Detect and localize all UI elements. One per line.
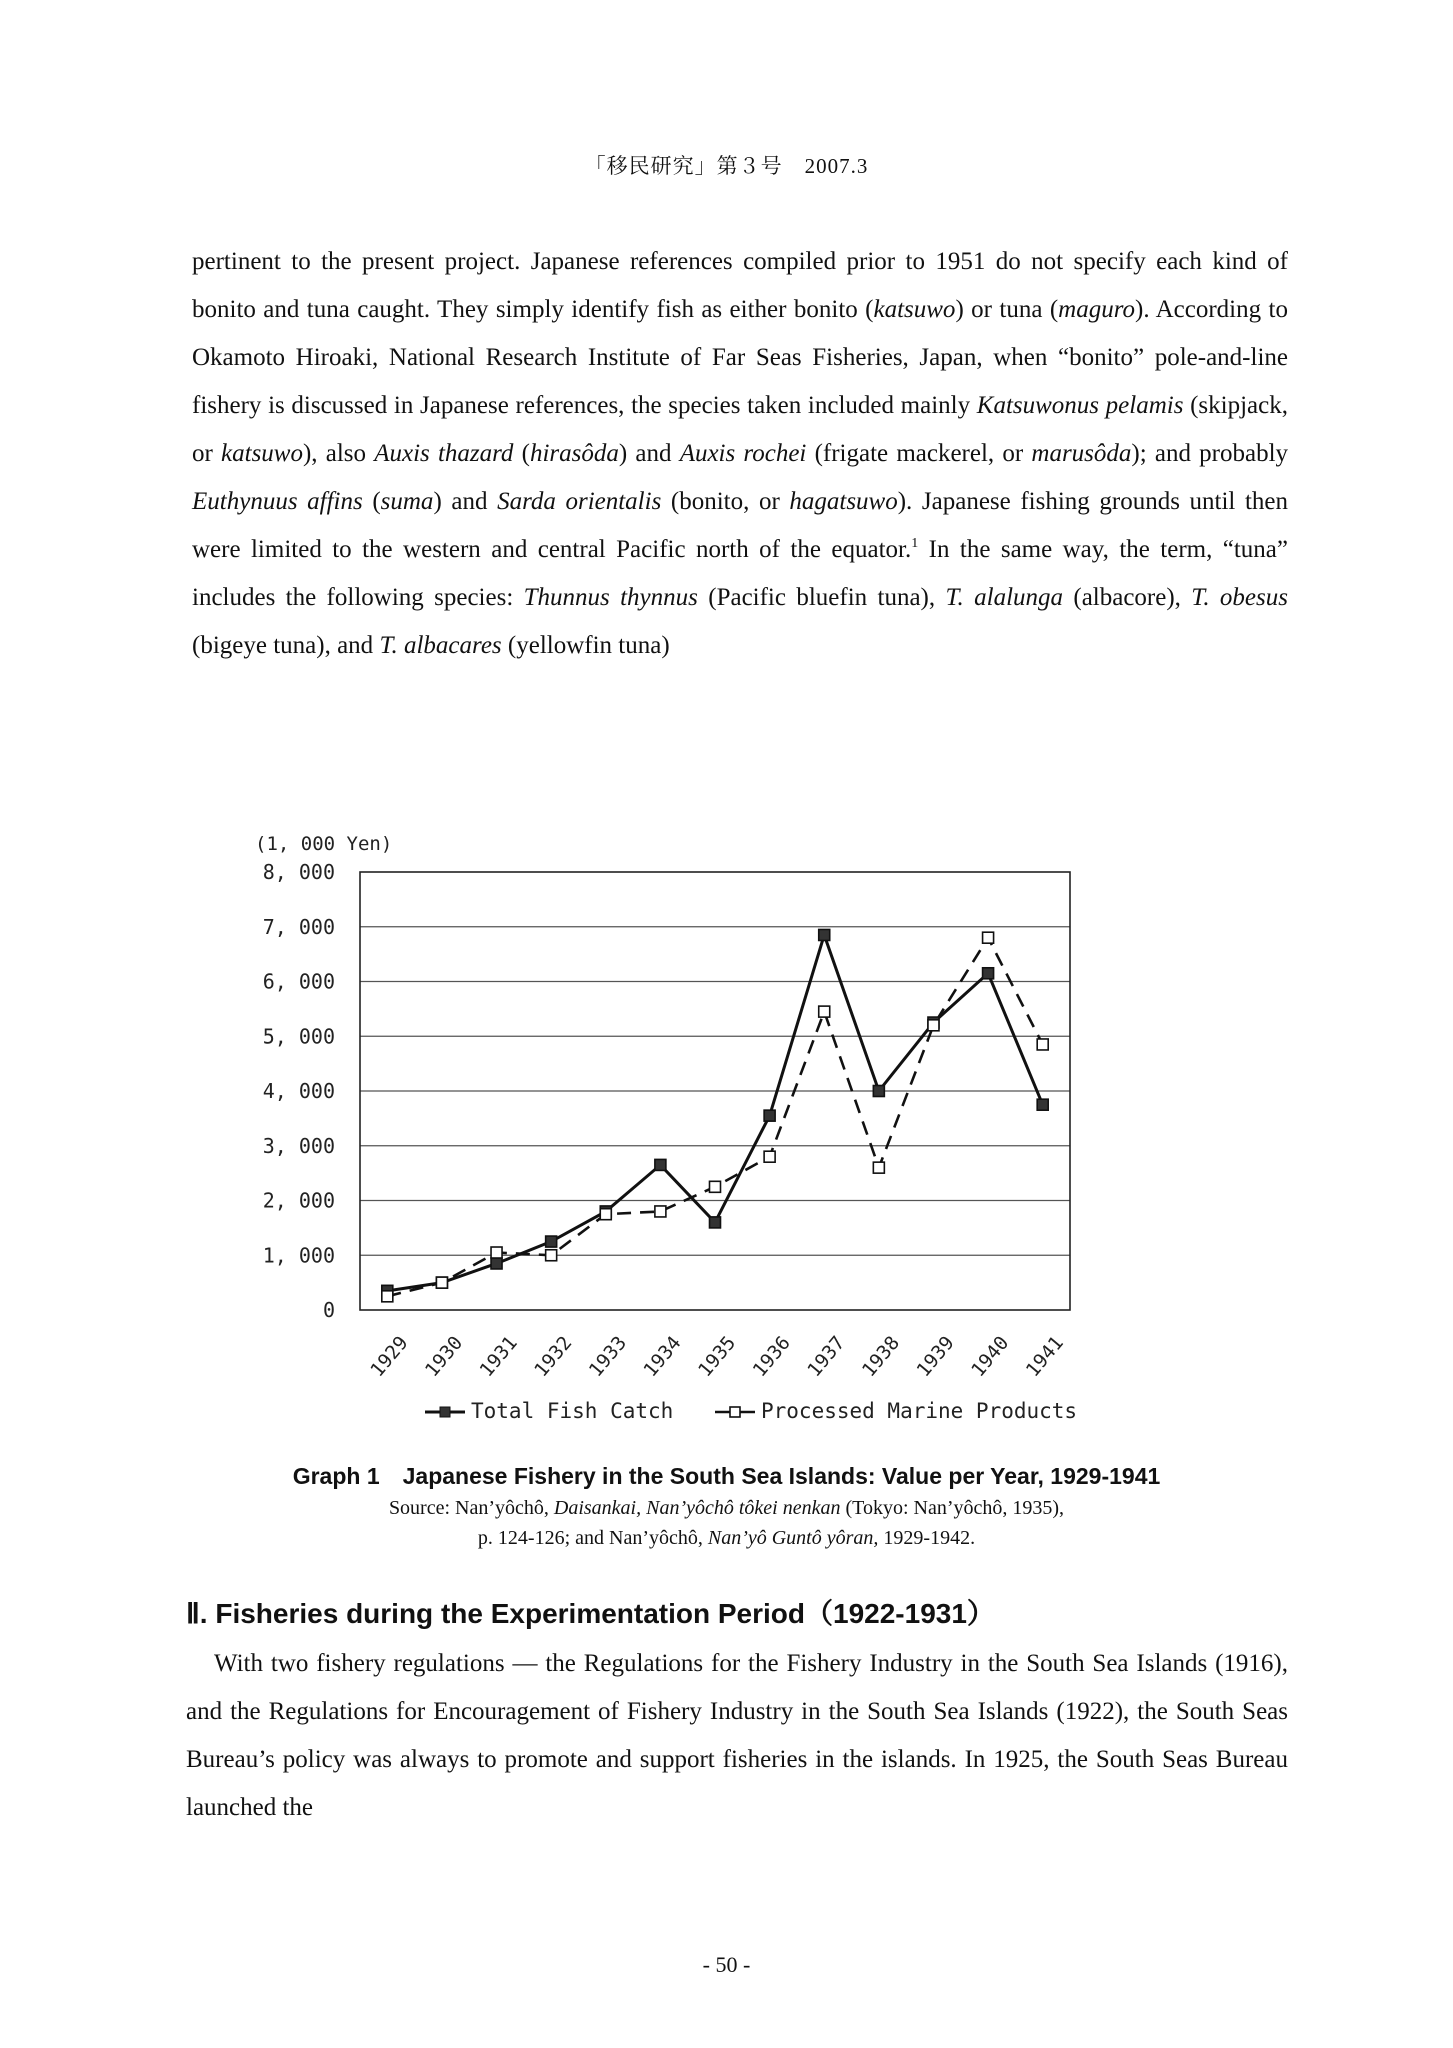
text-run: ); and probably	[1131, 440, 1289, 467]
text-run: ) or tuna (	[955, 296, 1059, 323]
text-run: (	[513, 440, 530, 467]
italic-term: Nan’yô Guntô yôran,	[707, 1527, 879, 1549]
data-point-total-fish-catch	[710, 1217, 721, 1228]
x-tick-label: 1932	[530, 1332, 577, 1382]
italic-term: katsuwo	[221, 440, 303, 467]
text-run: (frigate mackerel, or	[806, 440, 1032, 467]
x-tick-label: 1933	[584, 1332, 632, 1382]
italic-term: Daisankai, Nan’yôchô tôkei nenkan	[553, 1497, 841, 1519]
x-tick-label: 1940	[967, 1332, 1014, 1382]
data-point-processed-marine-products	[873, 1162, 884, 1173]
y-tick-label: 2, 000	[262, 1188, 335, 1213]
italic-term: marusôda	[1031, 440, 1132, 467]
text-run: (albacore),	[1063, 584, 1192, 611]
y-tick-label: 8, 000	[262, 860, 335, 884]
running-header: 「移民研究」第３号 2007.3	[584, 154, 869, 178]
y-tick-label: 5, 000	[262, 1024, 335, 1049]
series-line-processed-marine-products	[387, 938, 1042, 1297]
legend-marker-total-fish-catch	[440, 1407, 450, 1417]
y-axis-unit-label: (1, 000 Yen)	[255, 833, 393, 855]
y-tick-label: 7, 000	[262, 914, 335, 939]
data-point-processed-marine-products	[819, 1006, 830, 1017]
graph-caption-title: Graph 1 Japanese Fishery in the South Sea Islands: Value per Year, 1929-1941	[292, 1463, 1161, 1489]
data-point-total-fish-catch	[983, 968, 994, 979]
italic-term: hagatsuwo	[789, 488, 898, 515]
data-point-processed-marine-products	[546, 1250, 557, 1261]
x-tick-label: 1939	[912, 1332, 959, 1382]
footnote-ref: 1	[911, 536, 919, 551]
text-run: p. 124-126; and Nan’yôchô,	[477, 1527, 708, 1549]
x-tick-label: 1935	[693, 1332, 741, 1382]
body-paragraph-2	[186, 1640, 1288, 1832]
x-tick-label: 1937	[803, 1332, 850, 1382]
graph-source-line-2	[0, 1527, 1453, 1550]
text-run: 1929-1942.	[878, 1527, 976, 1549]
italic-term: Auxis rochei	[679, 440, 807, 467]
chart-svg	[240, 820, 1140, 1460]
text-run: (Tokyo: Nan’yôchô, 1935),	[840, 1497, 1065, 1519]
data-point-total-fish-catch	[819, 929, 830, 940]
data-point-total-fish-catch	[655, 1159, 666, 1170]
y-tick-label: 3, 000	[262, 1133, 335, 1158]
italic-term: T. albacares	[379, 632, 502, 659]
legend-label-processed-marine-products: Processed Marine Products	[761, 1399, 1078, 1423]
x-tick-label: 1934	[639, 1332, 686, 1382]
text-run: (Pacific bluefin tuna),	[697, 584, 946, 611]
data-point-total-fish-catch	[873, 1086, 884, 1097]
data-point-total-fish-catch	[546, 1236, 557, 1247]
text-run: ) and	[433, 488, 498, 515]
italic-term: hirasôda	[529, 440, 619, 467]
paragraph-2-text: With two fishery regulations — the Regulations for the Fishery Industry in the South Sea Islands (1916), and the Regulations for Encouragement of Fishery Industry in the South Sea Islands (1922), the South Seas Bureau’s policy was always to promote and support fisheries in the islands. In 1925, the South Seas Bureau launched the	[186, 1650, 1288, 1821]
data-point-processed-marine-products	[928, 1020, 939, 1031]
section-heading: Ⅱ. Fisheries during the Experimentation Period（1922-1931）	[186, 1598, 995, 1629]
text-run: (bigeye tuna), and	[192, 632, 380, 659]
text-run: ). Japanese fishing grounds until then were limited to the western and central Pacific north of the equator.	[192, 488, 1289, 563]
text-run: In the same way, the term, “tuna” includes the following species:	[192, 536, 1288, 611]
data-point-processed-marine-products	[436, 1277, 447, 1288]
text-run: ). According to Okamoto Hiroaki, National Research Institute of Far Seas Fisheries, Japan, when “bonito” pole-and-line fishery is discussed in Japanese references, the species taken included mainly	[192, 296, 1288, 419]
italic-term: T. alalunga	[945, 584, 1064, 611]
body-paragraph-1	[192, 238, 1288, 670]
legend-label-total-fish-catch: Total Fish Catch	[471, 1399, 674, 1423]
italic-term: Sarda orientalis	[497, 488, 662, 515]
data-point-processed-marine-products	[764, 1151, 775, 1162]
paragraph-1-text	[192, 238, 1288, 670]
italic-term: suma	[380, 488, 434, 515]
text-run: (bonito, or	[661, 488, 790, 515]
fishery-value-chart	[240, 820, 1140, 1460]
data-point-processed-marine-products	[710, 1181, 721, 1192]
data-point-total-fish-catch	[491, 1258, 502, 1269]
italic-term: katsuwo	[873, 296, 956, 323]
text-run: Source: Nan’yôchô,	[388, 1497, 554, 1519]
text-run: (skipjack, or	[192, 392, 1288, 467]
data-point-processed-marine-products	[1037, 1039, 1048, 1050]
italic-term: T. obesus	[1191, 584, 1288, 611]
x-tick-label: 1936	[748, 1332, 795, 1382]
y-tick-label: 6, 000	[262, 969, 335, 994]
italic-term: Auxis thazard	[374, 440, 514, 467]
text-run: ) and	[618, 440, 680, 467]
data-point-processed-marine-products	[600, 1209, 611, 1220]
text-run: ), also	[302, 440, 375, 467]
text-run: pertinent to the present project. Japanese references compiled prior to 1951 do not specify each kind of bonito and tuna caught. They simply identify fish as either bonito (	[192, 248, 1288, 323]
x-tick-label: 1929	[366, 1332, 413, 1382]
italic-term: Thunnus thynnus	[523, 584, 698, 611]
data-point-processed-marine-products	[491, 1247, 502, 1258]
italic-term: Euthynuus affins	[192, 488, 363, 515]
x-tick-label: 1931	[475, 1332, 522, 1382]
text-run: (yellowfin tuna)	[501, 632, 670, 659]
series-line-total-fish-catch	[387, 935, 1042, 1291]
y-tick-label: 0	[322, 1298, 335, 1322]
x-tick-label: 1941	[1021, 1332, 1068, 1382]
data-point-processed-marine-products	[655, 1206, 666, 1217]
x-tick-label: 1930	[420, 1332, 468, 1382]
page-number: - 50 -	[702, 1952, 751, 1977]
legend-marker-processed-marine-products	[730, 1407, 740, 1417]
data-point-processed-marine-products	[382, 1291, 393, 1302]
italic-term: Katsuwonus pelamis	[976, 392, 1184, 419]
y-tick-label: 4, 000	[262, 1079, 335, 1103]
data-point-total-fish-catch	[764, 1110, 775, 1121]
text-run: (	[362, 488, 381, 515]
data-point-total-fish-catch	[1037, 1099, 1048, 1110]
graph-source-line-1	[0, 1497, 1453, 1520]
data-point-processed-marine-products	[983, 932, 994, 943]
y-tick-label: 1, 000	[262, 1243, 335, 1268]
italic-term: maguro	[1058, 296, 1136, 323]
x-tick-label: 1938	[857, 1332, 905, 1382]
